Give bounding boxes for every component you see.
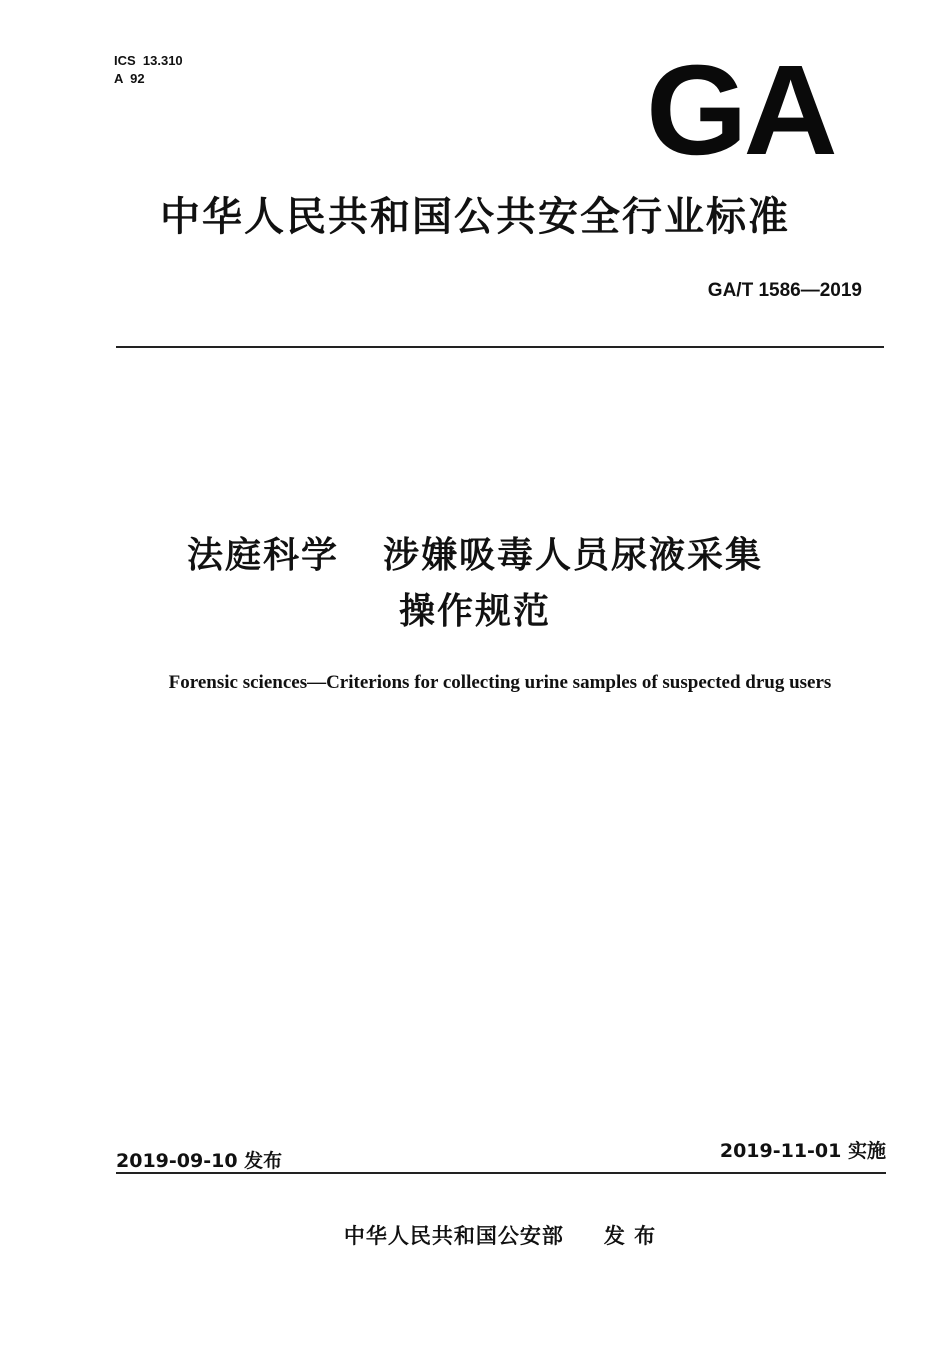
bottom-divider (116, 1172, 886, 1174)
classification-codes (114, 52, 183, 88)
title-line-1 (0, 528, 950, 584)
ccs-code: A 92 (114, 71, 145, 86)
implementation-date: 2019-11-01 实施 (719, 1140, 886, 1162)
document-title (0, 528, 950, 640)
standard-number: GA/T 1586—2019 (707, 280, 862, 301)
title-part-1: 法庭科学 (186, 535, 339, 576)
ics-code: ICS 13.310 (114, 53, 183, 68)
title-part-2: 涉嫌吸毒人员尿液采集 (383, 535, 764, 576)
ga-logo: GA (646, 62, 834, 160)
english-title: Forensic sciences—Criterions for collecting urine samples of suspected drug users (168, 672, 832, 693)
issuer-name: 中华人民共和国公安部 (343, 1224, 564, 1248)
standard-category: 中华人民共和国公共安全行业标准 (160, 194, 790, 240)
top-divider (116, 346, 884, 348)
issuer-action: 发 布 (603, 1224, 657, 1248)
issue-date: 2019-09-10 发布 (116, 1150, 283, 1172)
issuer (0, 1220, 950, 1250)
title-line-2: 操作规范 (398, 591, 551, 632)
